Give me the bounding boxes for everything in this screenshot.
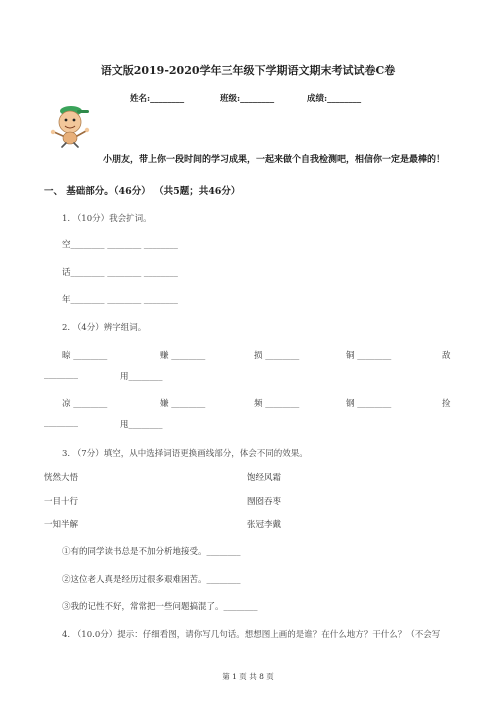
question-4-prompt: 4. （10.0分）提示：仔细看图，请你写几句话。想想图上画的是谁？在什么地方？干什么？（不会写 — [62, 630, 441, 640]
q3-item-3: ③我的记性不好，常常把一些问题搞混了。________ — [62, 602, 258, 612]
name-field: 姓名:________ — [130, 94, 185, 104]
q2-item: 赚 ________ — [160, 351, 206, 361]
q2-item: 敌 — [442, 351, 451, 361]
question-2-prompt: 2. （4分）辨字组词。 — [62, 323, 147, 333]
cartoon-student-mascot-icon — [40, 102, 100, 148]
q2-item: 用________ — [120, 372, 163, 382]
q2-item: 频 ________ — [254, 399, 300, 409]
q1-row-1: 空________ ________ ________ — [62, 240, 178, 250]
q1-row-2: 话________ ________ ________ — [62, 268, 178, 278]
motto-text: 小朋友，带上你一段时间的学习成果，一起来做个自我检测吧，相信你一定是最棒的！ — [103, 155, 446, 165]
q3-word: 饱经风霜 — [247, 473, 282, 483]
page-footer: 第 1 页 共 8 页 — [222, 672, 274, 681]
q2-item: ________ — [44, 418, 78, 428]
page-title: 语文版2019-2020学年三年级下学期语文期末考试试卷C卷 — [100, 64, 396, 77]
question-1-prompt: 1. （10分）我会扩词。 — [62, 214, 152, 224]
q3-word: 一知半解 — [44, 520, 79, 530]
q2-item: ________ — [44, 370, 78, 380]
q3-word: 囫囵吞枣 — [247, 497, 282, 507]
q2-item: 捡 — [442, 399, 451, 409]
section-heading: 一、 基础部分。（46分） （共5题；共46分） — [44, 186, 241, 197]
q2-item: 嫌 ________ — [160, 399, 206, 409]
score-field: 成绩:________ — [307, 94, 362, 104]
q3-word: 恍然大悟 — [44, 473, 79, 483]
q3-word: 一目十行 — [44, 497, 79, 507]
q2-item: 凉 ________ — [62, 399, 108, 409]
q2-item: 晾 ________ — [62, 351, 108, 361]
q3-item-2: ②这位老人真是经历过很多艰难困苦。________ — [62, 575, 241, 585]
q2-item: 甩________ — [120, 420, 163, 430]
question-3-prompt: 3. （7分）填空，从中选择词语更换画线部分，体会不同的效果。 — [62, 449, 308, 459]
class-field: 班级:________ — [220, 94, 275, 104]
q2-item: 铜 ________ — [346, 351, 392, 361]
q2-item: 损 ________ — [254, 351, 300, 361]
q3-word: 张冠李戴 — [247, 520, 282, 530]
q1-row-3: 年________ ________ ________ — [62, 295, 178, 305]
q2-item: 钢 ________ — [346, 399, 392, 409]
q3-item-1: ①有的同学读书总是不加分析地接受。________ — [62, 547, 241, 557]
